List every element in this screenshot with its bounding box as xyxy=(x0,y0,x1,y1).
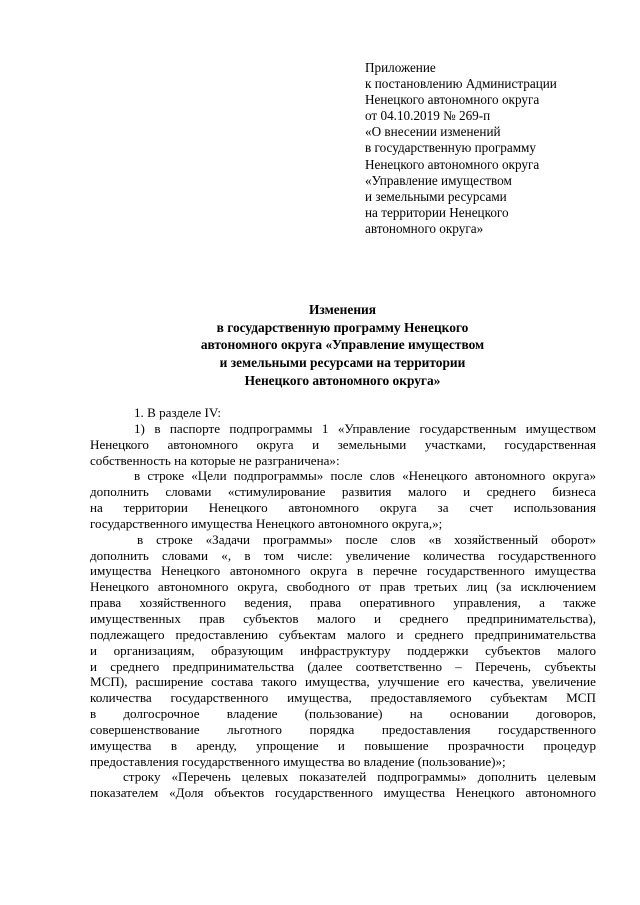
body-line: и среднего предпринимательства (далее соответственно – Перечень, субъекты xyxy=(90,658,596,674)
title-line: Изменения xyxy=(308,302,376,317)
body-line: на территории Ненецкого автономного округа за счет использования xyxy=(90,500,596,516)
body-line: МСП), расширение состава такого имущества, улучшение его качества, увеличение xyxy=(90,674,596,690)
appendix-line: «О внесении изменений xyxy=(365,124,501,140)
title-line: Ненецкого автономного округа» xyxy=(244,372,441,388)
appendix-line: к постановлению Администрации xyxy=(365,76,557,92)
title-line: и земельными ресурсами на территории xyxy=(219,355,466,371)
body-line: дополнить словами «стимулирование развития малого и среднего бизнеса xyxy=(90,484,596,500)
body-line: 1. В разделе IV: xyxy=(134,405,221,420)
title-line: автономного округа «Управление имуществом xyxy=(200,337,485,353)
body-line: и организациям, образующим инфраструктуру поддержки субъектов малого xyxy=(90,642,596,658)
body-line: государственного имущества Ненецкого автономного округа,»; xyxy=(90,515,443,531)
body-line: дополнить словами «, в том числе: увеличение количества государственного xyxy=(90,547,596,563)
body-line: строку «Перечень целевых показателей подпрограммы» дополнить целевым xyxy=(123,769,596,785)
appendix-line: автономного округа» xyxy=(365,220,484,236)
appendix-line: в государственную программу xyxy=(365,140,536,156)
body-line: Ненецкого автономного округа, свободного от прав третьих лиц (за исключением xyxy=(90,579,596,595)
body-line: количества государственного имущества, предоставляемого субъектам МСП xyxy=(90,690,596,706)
document-body xyxy=(90,405,596,801)
appendix-line: Ненецкого автономного округа xyxy=(365,92,540,108)
body-line: имущества Ненецкого автономного округа в перечне государственного имущества xyxy=(90,563,596,579)
appendix-header xyxy=(365,60,557,237)
appendix-line: и земельными ресурсами xyxy=(365,188,507,204)
body-line: показателем «Доля объектов государственного имущества Ненецкого автономного xyxy=(90,785,596,801)
appendix-line: Приложение xyxy=(365,60,436,75)
body-line: предоставления государственного имущества во владение (пользование)»; xyxy=(90,753,506,769)
body-line: 1) в паспорте подпрограммы 1 «Управление государственным имуществом xyxy=(134,420,596,436)
body-line: имущества в аренду, упрощение и повышение прозрачности процедур xyxy=(90,737,596,753)
body-line: в строке «Цели подпрограммы» после слов «Ненецкого автономного округа» xyxy=(134,468,596,484)
appendix-line: Ненецкого автономного округа xyxy=(365,156,540,172)
body-line: в долгосрочное владение (пользование) на основании договоров, xyxy=(90,706,596,722)
appendix-line: от 04.10.2019 № 269-п xyxy=(365,108,491,124)
body-line: подлежащего предоставлению субъектам малого и среднего предпринимательства xyxy=(90,626,596,642)
document-title xyxy=(0,301,640,390)
body-line: Ненецкого автономного округа и земельными участками, государственная xyxy=(90,436,596,452)
body-line: совершенствование льготного порядка предоставления государственного xyxy=(90,721,596,737)
body-line: в строке «Задачи программы» после слов «в хозяйственный оборот» xyxy=(137,531,596,547)
appendix-line: на территории Ненецкого xyxy=(365,204,509,220)
appendix-line: «Управление имуществом xyxy=(365,172,512,188)
body-line: собственность на которые не разграничена»: xyxy=(90,452,340,468)
body-line: имущественных прав субъектов малого и среднего предпринимательства), xyxy=(90,610,596,626)
title-line: в государственную программу Ненецкого xyxy=(216,319,469,335)
body-line: права хозяйственного ведения, права оперативного управления, а также xyxy=(90,595,596,611)
